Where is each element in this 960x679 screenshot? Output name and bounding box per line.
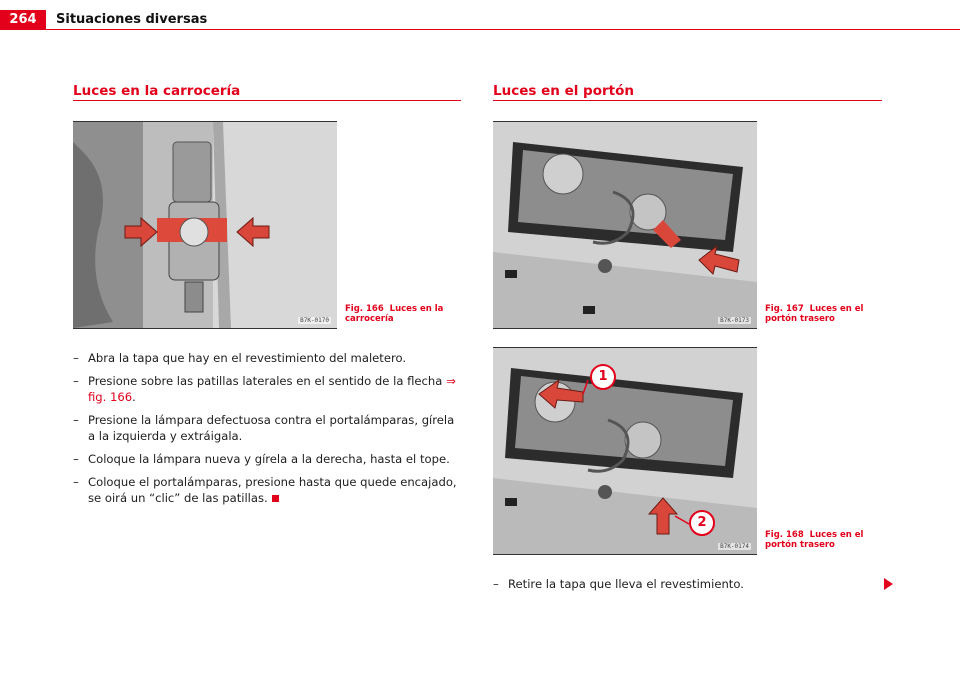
left-steps-list bbox=[73, 350, 465, 513]
page-number: 264 bbox=[0, 10, 46, 30]
dash-bullet: – bbox=[73, 351, 79, 365]
figure-168-image bbox=[493, 347, 757, 555]
figure-166-code: B7K-0170 bbox=[300, 317, 329, 324]
red-square-icon bbox=[272, 495, 279, 502]
figure-166-caption bbox=[345, 304, 455, 324]
left-section-header bbox=[73, 82, 461, 101]
figure-167-caption-text: Luces en el portón trasero bbox=[765, 304, 864, 324]
figure-166-label: Fig. 166 bbox=[345, 304, 384, 314]
figure-167-illustration bbox=[493, 122, 757, 328]
section-heading-carroceria: Luces en la carrocería bbox=[73, 83, 241, 99]
header-rule bbox=[46, 29, 960, 30]
figure-167-caption bbox=[765, 304, 875, 324]
list-item: – Coloque el portalámparas, presione hasta que quede encajado, se oirá un “clic” de las patillas. bbox=[73, 475, 457, 505]
figure-166-image bbox=[73, 121, 337, 329]
list-item: – Abra la tapa que hay en el revestimiento del maletero. bbox=[73, 351, 407, 365]
section-rule bbox=[493, 100, 882, 101]
figure-166-caption-text: Luces en la carrocería bbox=[345, 304, 444, 324]
figure-167-code: B7K-0173 bbox=[720, 317, 749, 324]
callout-2-badge: 2 bbox=[689, 510, 715, 536]
figure-reference-link[interactable]: ⇒ fig. 166 bbox=[88, 374, 456, 404]
callout-1-badge: 1 bbox=[590, 364, 616, 390]
right-steps-list bbox=[493, 576, 873, 599]
list-item: – Retire la tapa que lleva el revestimiento. bbox=[493, 577, 744, 591]
section-rule bbox=[73, 100, 461, 101]
play-arrow-icon[interactable] bbox=[884, 578, 893, 590]
dash-bullet: – bbox=[73, 374, 79, 388]
list-item: – Presione la lámpara defectuosa contra el portalámparas, gírela a la izquierda y extráigala. bbox=[73, 413, 455, 443]
figure-166-illustration bbox=[73, 122, 337, 328]
figure-168-code: B7K-0174 bbox=[720, 543, 749, 550]
figure-168-label: Fig. 168 bbox=[765, 530, 804, 540]
dash-bullet: – bbox=[73, 413, 79, 427]
figure-168-caption bbox=[765, 530, 875, 550]
dash-bullet: – bbox=[73, 452, 79, 466]
figure-168-caption-text: Luces en el portón trasero bbox=[765, 530, 864, 550]
figure-168-illustration bbox=[493, 348, 757, 554]
page-title: Situaciones diversas bbox=[56, 12, 208, 27]
figure-167-image bbox=[493, 121, 757, 329]
list-item: – Coloque la lámpara nueva y gírela a la derecha, hasta el tope. bbox=[73, 452, 450, 466]
section-heading-porton: Luces en el portón bbox=[493, 83, 634, 99]
dash-bullet: – bbox=[73, 475, 79, 489]
dash-bullet: – bbox=[493, 577, 499, 591]
figure-167-label: Fig. 167 bbox=[765, 304, 804, 314]
list-item: – Presione sobre las patillas laterales en el sentido de la flecha ⇒ fig. 166. bbox=[73, 374, 456, 404]
right-section-header bbox=[493, 82, 882, 101]
